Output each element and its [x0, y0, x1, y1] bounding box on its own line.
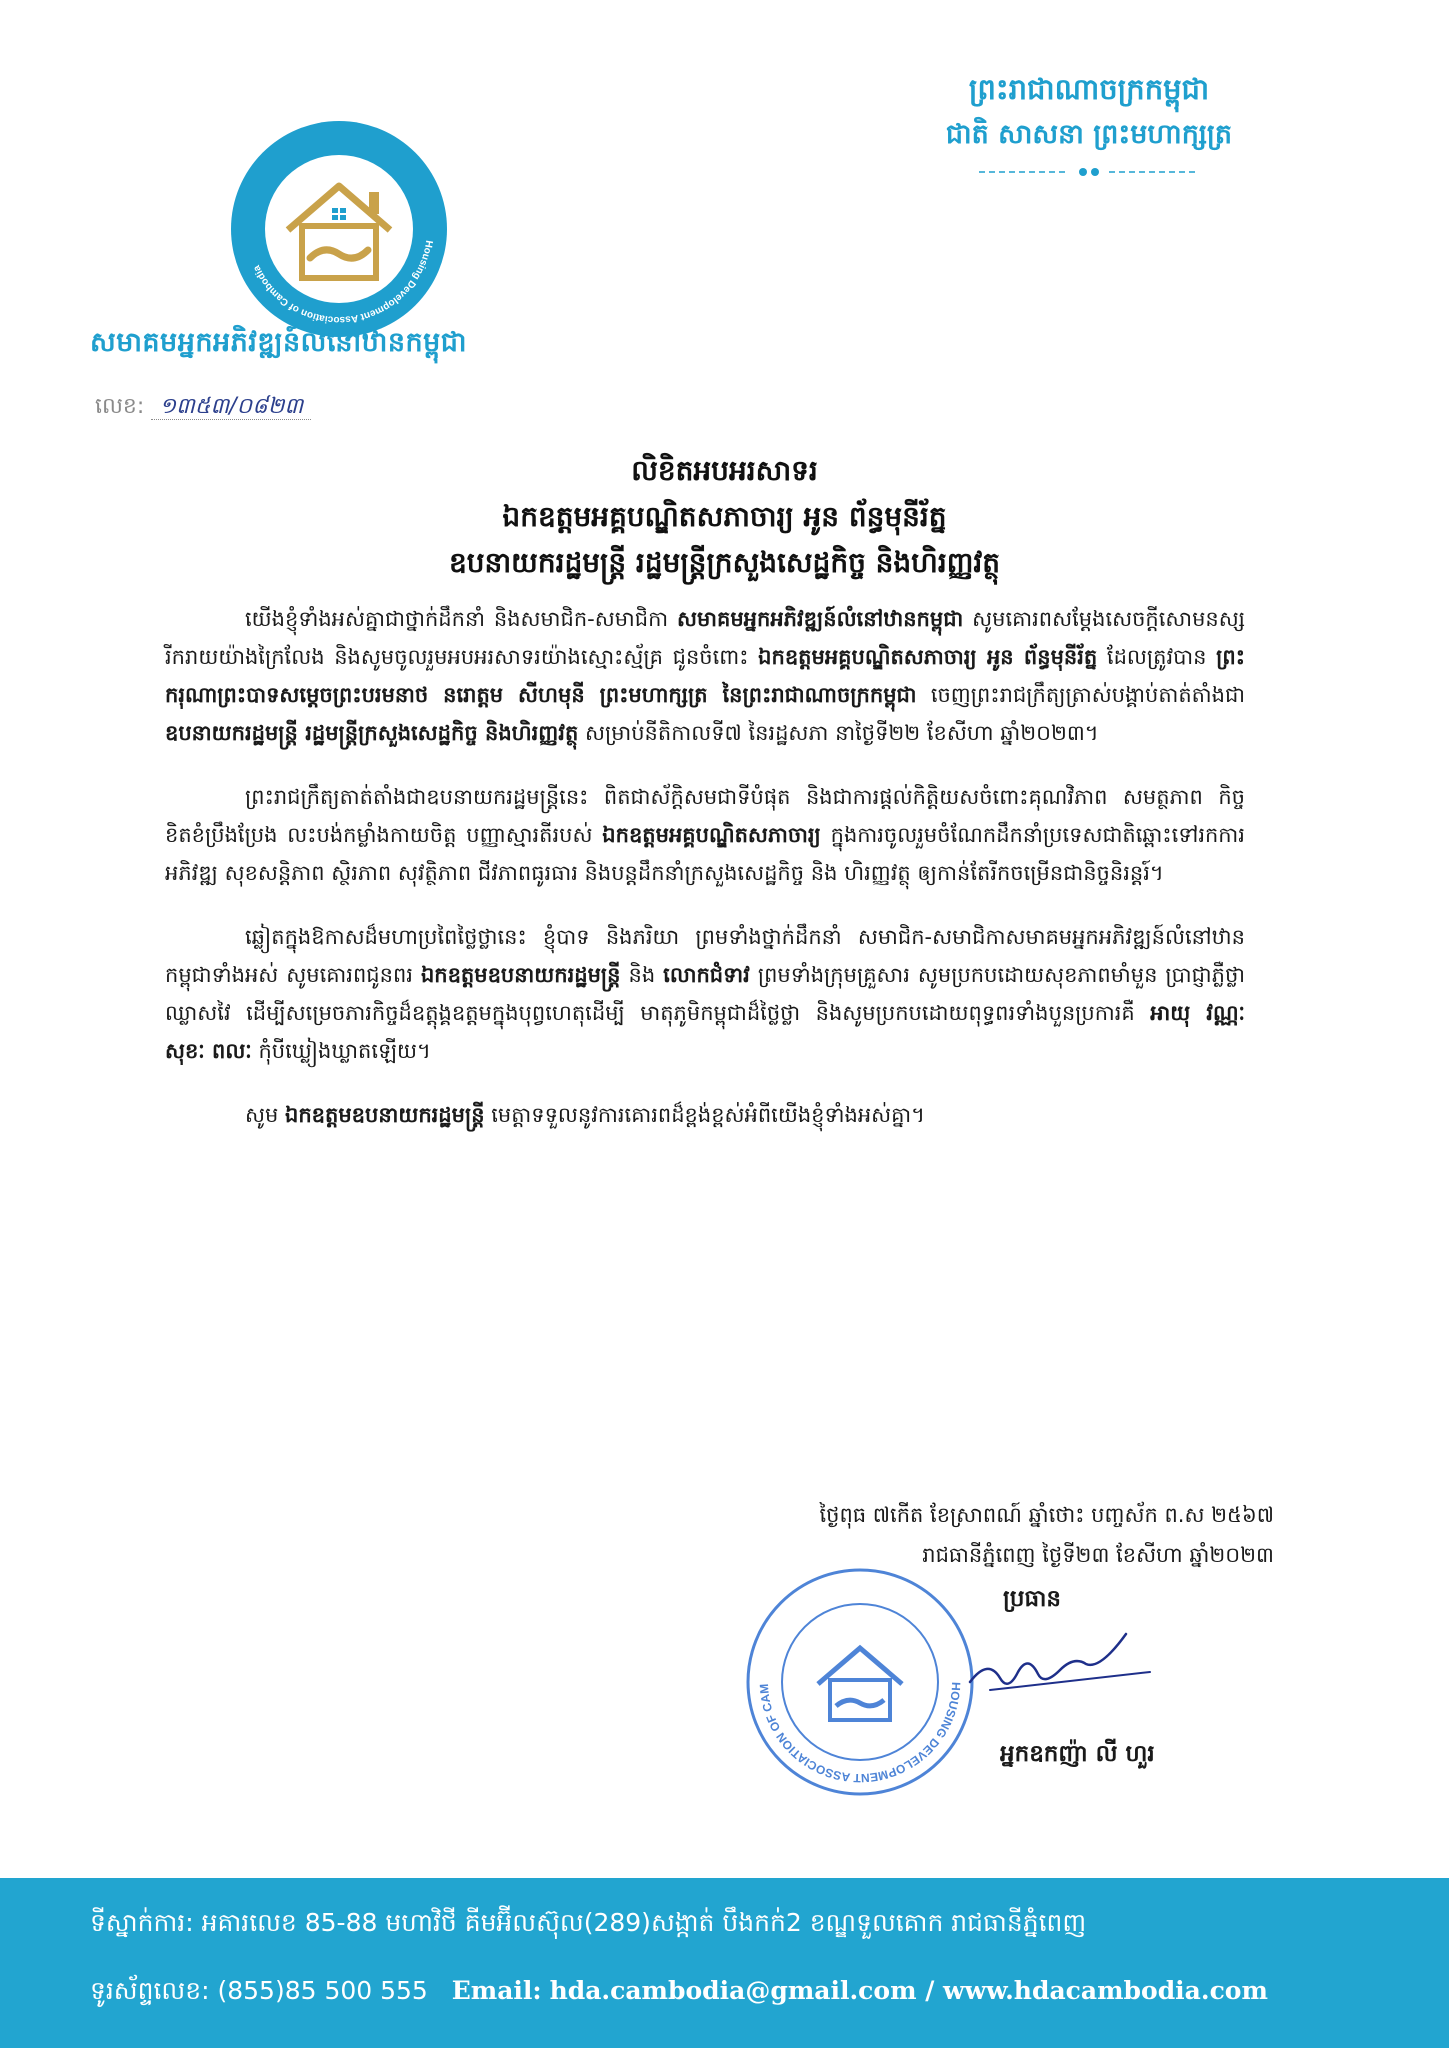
kingdom-name: ព្រះរាជាណាចក្រកម្ពុជា	[968, 72, 1210, 106]
signer-name: អ្នកឧកញ៉ា លី ហួរ	[1000, 1741, 1155, 1767]
president-title: ប្រធាន	[1003, 1586, 1061, 1612]
footer-contact	[90, 1976, 1268, 2012]
national-motto: ជាតិ សាសនា ព្រះមហាក្សត្រ	[945, 119, 1233, 150]
email-label: Email:	[451, 1976, 542, 2005]
reference-value: ១៣៥៣/០៨២៣	[151, 394, 311, 420]
paragraph-1: យើងខ្ញុំទាំងអស់គ្នាជាថ្នាក់ដឹកនាំ និងសមាជិក-សមាជិកា សមាគមអ្នកអភិវឌ្ឍន៍លំនៅឋានកម្ពុជា សូមគោរពសម្តែងសេចក្តីសោមនស្សរីករាយយ៉ាងក្រៃលែង និងសូមចូលរួមអបអរសាទរយ៉ាងស្មោះស្ម័គ្រ ជូនចំពោះ ឯកឧត្តមអគ្គបណ្ឌិតសភាចារ្យ អូន ព័ន្ធមុនីរ័ត្ន ដែលត្រូវបាន ព្រះករុណាព្រះបាទសម្តេចព្រះបរមនាថ នរោត្តម សីហមុនី ព្រះមហាក្សត្រ នៃព្រះរាជាណាចក្រកម្ពុជា ចេញព្រះរាជក្រឹត្យត្រាស់បង្គាប់តាត់តាំងជា ឧបនាយករដ្ឋមន្ត្រី រដ្ឋមន្ត្រីក្រសួងសេដ្ឋកិច្ច និងហិរញ្ញវត្ថុ សម្រាប់នីតិកាលទី៧ នៃរដ្ឋសភា នាថ្ងៃទី២២ ខែសីហា ឆ្នាំ២០២៣។	[165, 607, 1245, 745]
phone-number: (855)85 500 555	[217, 1976, 428, 2005]
ornament-divider-icon	[909, 164, 1269, 183]
hda-logo	[228, 118, 450, 340]
title-line-3: ឧបនាយករដ្ឋមន្ត្រី រដ្ឋមន្ត្រីក្រសួងសេដ្ឋកិច្ច និងហិរញ្ញវត្ថុ	[448, 546, 1001, 579]
paragraph-3: ឆ្លៀតក្នុងឱកាសដ៏មហាប្រពៃថ្លៃថ្លានេះ ខ្ញុំបាទ និងភរិយា ព្រមទាំងថ្នាក់ដឹកនាំ សមាជិក-សមាជិកាសមាគមអ្នកអភិវឌ្ឍន៍លំនៅឋានកម្ពុជាទាំងអស់ សូមគោរពជូនពរ ឯកឧត្តមឧបនាយករដ្ឋមន្ត្រី និង លោកជំទាវ ព្រមទាំងក្រុមគ្រួសារ សូមប្រកបដោយសុខភាពមាំមួន ប្រាជ្ញាភ្លឺថ្លាឈ្លាសវៃ ដើម្បីសម្រេចភារកិច្ចដ៏ឧត្តុង្គឧត្តមក្នុងបុព្វហេតុដើម្បី មាតុភូមិកម្ពុជាដ៏ថ្លៃថ្លា និងសូមប្រកបដោយពុទ្ធពរទាំងបួនប្រការគឺ អាយុ វណ្ណៈ សុខៈ ពលៈ កុំបីឃ្លៀងឃ្លាតឡើយ។	[165, 925, 1245, 1063]
title-line-2: ឯកឧត្តមអគ្គបណ្ឌិតសភាចារ្យ អូន ព័ន្ធមុនីរ័ត្ន	[502, 500, 947, 533]
reference-number	[95, 392, 311, 424]
solar-date: រាជធានីភ្នំពេញ ថ្ងៃទី២៣ ខែសីហា ឆ្នាំ២០២៣	[922, 1543, 1274, 1567]
lunar-date: ថ្ងៃពុធ ៧កើត ខែស្រាពណ៍ ឆ្នាំថោះ បញ្ចស័ក ព.ស ២៥៦៧	[819, 1503, 1274, 1527]
reference-label: លេខ:	[95, 394, 145, 419]
letter-title	[120, 448, 1329, 586]
logo-ring-text: Housing Development Association of Cambodia	[251, 239, 435, 326]
title-line-1: លិខិតអបអរសាទរ	[631, 454, 818, 487]
handwritten-signature	[960, 1620, 1160, 1710]
email-website: hda.cambodia@gmail.com / www.hdacambodia.com	[549, 1976, 1268, 2005]
official-stamp	[740, 1562, 980, 1802]
paragraph-4: សូម ឯកឧត្តមឧបនាយករដ្ឋមន្ត្រី មេត្តាទទួលនូវការគោរពដ៏ខ្ពង់ខ្ពស់អំពីយើងខ្ញុំទាំងអស់គ្នា។	[245, 1103, 925, 1127]
letter-body	[165, 600, 1245, 1160]
footer-address: ទីស្នាក់ការ: អគារលេខ 85-88 មហាវិថី គីមអ៊ីលស៊ុល(289)សង្កាត់ បឹងកក់2 ខណ្ឌទួលគោក រាជធានីភ្នំពេញ	[90, 1908, 1087, 1937]
organization-name: សមាគមអ្នកអភិវឌ្ឍន៍លំនៅឋានកម្ពុជា	[90, 327, 467, 358]
kingdom-header	[909, 66, 1269, 183]
paragraph-2: ព្រះរាជក្រឹត្យតាត់តាំងជាឧបនាយករដ្ឋមន្ត្រីនេះ ពិតជាស័ក្តិសមជាទីបំផុត និងជាការផ្តល់កិត្តិយសចំពោះគុណវិភាព សមត្ថភាព កិច្ចខិតខំប្រឹងប្រែង លះបង់កម្លាំងកាយចិត្ត បញ្ញាស្មារតីរបស់ ឯកឧត្តមអគ្គបណ្ឌិតសភាចារ្យ ក្នុងការចូលរួមចំណែកដឹកនាំប្រទេសជាតិឆ្ពោះទៅរកការអភិវឌ្ឍ សុខសន្តិភាព ស្ថិរភាព សុវត្ថិភាព ជីវភាពធូរធារ និងបន្តដឹកនាំក្រសួងសេដ្ឋកិច្ច និង ហិរញ្ញវត្ថុ ឲ្យកាន់តែរីកចម្រើនជានិច្ចនិរន្តរ៍។	[165, 785, 1245, 885]
phone-label: ទូរស័ព្ទលេខ:	[90, 1976, 210, 2005]
footer-bar	[0, 1878, 1449, 2048]
svg-text:HOUSING DEVELOPMENT ASSOCIATIO: HOUSING DEVELOPMENT ASSOCIATION OF CAM	[756, 1681, 964, 1786]
